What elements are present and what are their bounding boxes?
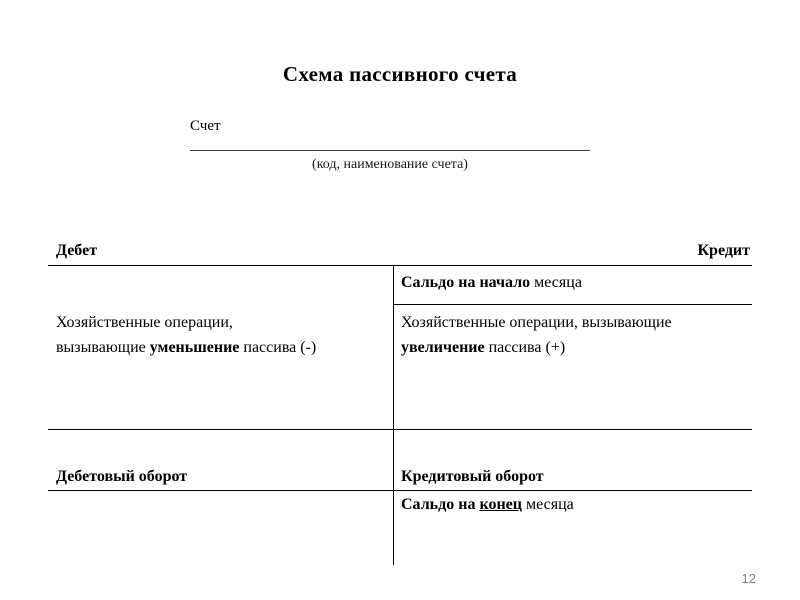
closing-balance-normal: месяца bbox=[522, 496, 574, 513]
account-label: Счет bbox=[190, 118, 221, 134]
debit-header: Дебет bbox=[56, 242, 98, 259]
credit-operations-line2-post: пассива (+) bbox=[484, 339, 566, 356]
closing-balance-bold-pre: Сальдо на bbox=[401, 496, 480, 513]
credit-operations-line1: Хозяйственные операции, вызывающие bbox=[401, 314, 672, 331]
debit-operations-line1: Хозяйственные операции, bbox=[56, 314, 233, 331]
turnover-bottom-line bbox=[48, 490, 752, 491]
credit-operations-bold: увеличение bbox=[401, 339, 485, 356]
debit-operations-line2-post: пассива (-) bbox=[239, 339, 317, 356]
page-number: 12 bbox=[741, 571, 756, 586]
t-account-diagram bbox=[48, 240, 752, 575]
slide-title: Схема пассивного счета bbox=[282, 62, 518, 86]
opening-balance-underline bbox=[393, 304, 752, 305]
account-block bbox=[190, 118, 590, 173]
debit-turnover-text: Дебетовый оборот bbox=[56, 468, 188, 485]
center-divider-line bbox=[393, 265, 394, 565]
opening-balance-bold: Сальдо на начало bbox=[401, 274, 531, 291]
credit-turnover-text: Кредитовый оборот bbox=[401, 468, 544, 485]
opening-balance-normal: месяца bbox=[530, 274, 582, 291]
debit-operations-bold: уменьшение bbox=[149, 339, 240, 356]
credit-header: Кредит bbox=[697, 242, 750, 259]
account-fill-line bbox=[190, 135, 590, 151]
account-caption: (код, наименование счета) bbox=[312, 157, 468, 172]
opening-balance-text bbox=[401, 272, 748, 294]
debit-operations-line2-pre: вызывающие bbox=[56, 339, 150, 356]
closing-balance-text bbox=[401, 494, 574, 516]
credit-operations-text bbox=[401, 310, 751, 360]
header-underline bbox=[48, 265, 752, 266]
closing-balance-bold-underline: конец bbox=[479, 496, 522, 513]
turnover-top-line bbox=[48, 429, 752, 430]
debit-operations-text bbox=[56, 310, 388, 360]
